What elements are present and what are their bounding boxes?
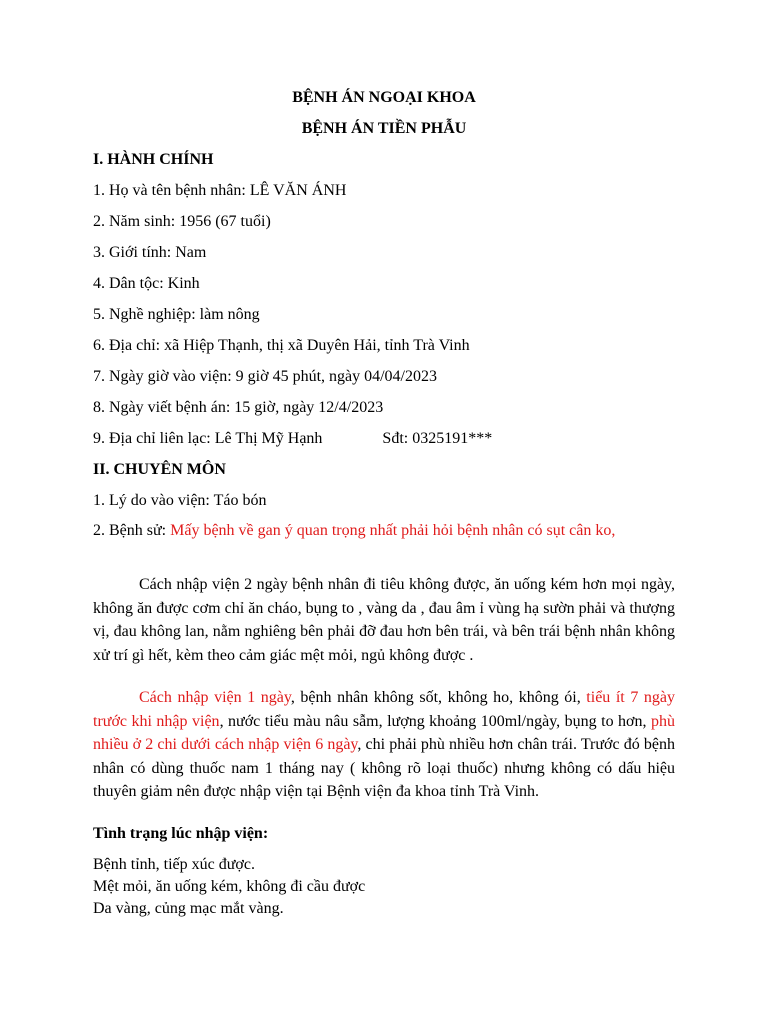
history-label: 2. Bệnh sử:: [93, 522, 167, 539]
admin-item-record-date: 8. Ngày viết bệnh án: 15 giờ, ngày 12/4/2023: [93, 399, 384, 416]
admin-item-contact: [93, 429, 492, 449]
history-paragraph-1: [93, 573, 675, 667]
status-line-1: Bệnh tỉnh, tiếp xúc được.: [93, 856, 255, 873]
reason-for-admission: 1. Lý do vào viện: Táo bón: [93, 492, 267, 509]
p2-red-2: tiểu ít 7 ngày trước khi nhập viện: [93, 689, 675, 730]
admission-status-heading: Tình trạng lúc nhập viện:: [93, 825, 269, 842]
p2-text-3: , chi phải phù nhiều hơn chân trái. Trước đó bệnh nhân có dùng thuốc nam 1 tháng nay ( không rõ loại thuốc) nhưng không có dấu hiệu thuyên giảm nên được nhập viện tại Bệnh viện đa khoa tỉnh Trà Vinh.: [93, 736, 675, 800]
section-heading-admin: I. HÀNH CHÍNH: [93, 151, 214, 168]
admin-item-birth: 2. Năm sinh: 1956 (67 tuổi): [93, 213, 271, 230]
status-line-2: Mệt mỏi, ăn uống kém, không đi cầu được: [93, 878, 366, 895]
admin-item-address: 6. Địa chỉ: xã Hiệp Thạnh, thị xã Duyên Hải, tỉnh Trà Vinh: [93, 337, 470, 354]
history-line: [93, 519, 675, 543]
section-heading-specialty: II. CHUYÊN MÔN: [93, 461, 226, 478]
p2-text-2: , nước tiểu màu nâu sẫm, lượng khoảng 100ml/ngày, bụng to hơn,: [219, 712, 651, 730]
history-paragraph-1-text: Cách nhập viện 2 ngày bệnh nhân đi tiêu không được, ăn uống kém hơn mọi ngày, không ăn được cơm chỉ ăn cháo, bụng to , vàng da , đau âm ỉ vùng hạ sườn phải và thượng vị, đau không lan, nằm nghiêng bên phải đỡ đau hơn bên trái, và bên trái bệnh nhân không xử trí gì hết, kèm theo cảm giác mệt mỏi, ngủ không được .: [93, 576, 675, 664]
admin-item-ethnicity: 4. Dân tộc: Kinh: [93, 275, 200, 292]
status-line-3: Da vàng, củng mạc mắt vàng.: [93, 900, 284, 917]
p2-red-1: Cách nhập viện 1 ngày: [139, 689, 291, 706]
admin-item-occupation: 5. Nghề nghiệp: làm nông: [93, 306, 260, 323]
contact-address: 9. Địa chỉ liên lạc: Lê Thị Mỹ Hạnh: [93, 430, 323, 447]
history-note: Mấy bệnh về gan ý quan trọng nhất phải hỏi bệnh nhân có sụt cân ko,: [170, 522, 616, 539]
document-subtitle: BỆNH ÁN TIỀN PHẪU: [301, 120, 467, 137]
p2-text-1: , bệnh nhân không sốt, không ho, không ói,: [290, 689, 587, 706]
p2-red-3: phù nhiều ở 2 chi dưới cách nhập viện 6 ngày: [93, 712, 675, 753]
admin-item-admission-time: 7. Ngày giờ vào viện: 9 giờ 45 phút, ngày 04/04/2023: [93, 368, 437, 385]
contact-phone: Sđt: 0325191***: [382, 430, 493, 447]
history-paragraph-2: [93, 686, 675, 804]
document-title: BỆNH ÁN NGOẠI KHOA: [292, 89, 476, 106]
admin-item-gender: 3. Giới tính: Nam: [93, 244, 207, 261]
admin-item-name: 1. Họ và tên bệnh nhân: LÊ VĂN ÁNH: [93, 182, 347, 199]
